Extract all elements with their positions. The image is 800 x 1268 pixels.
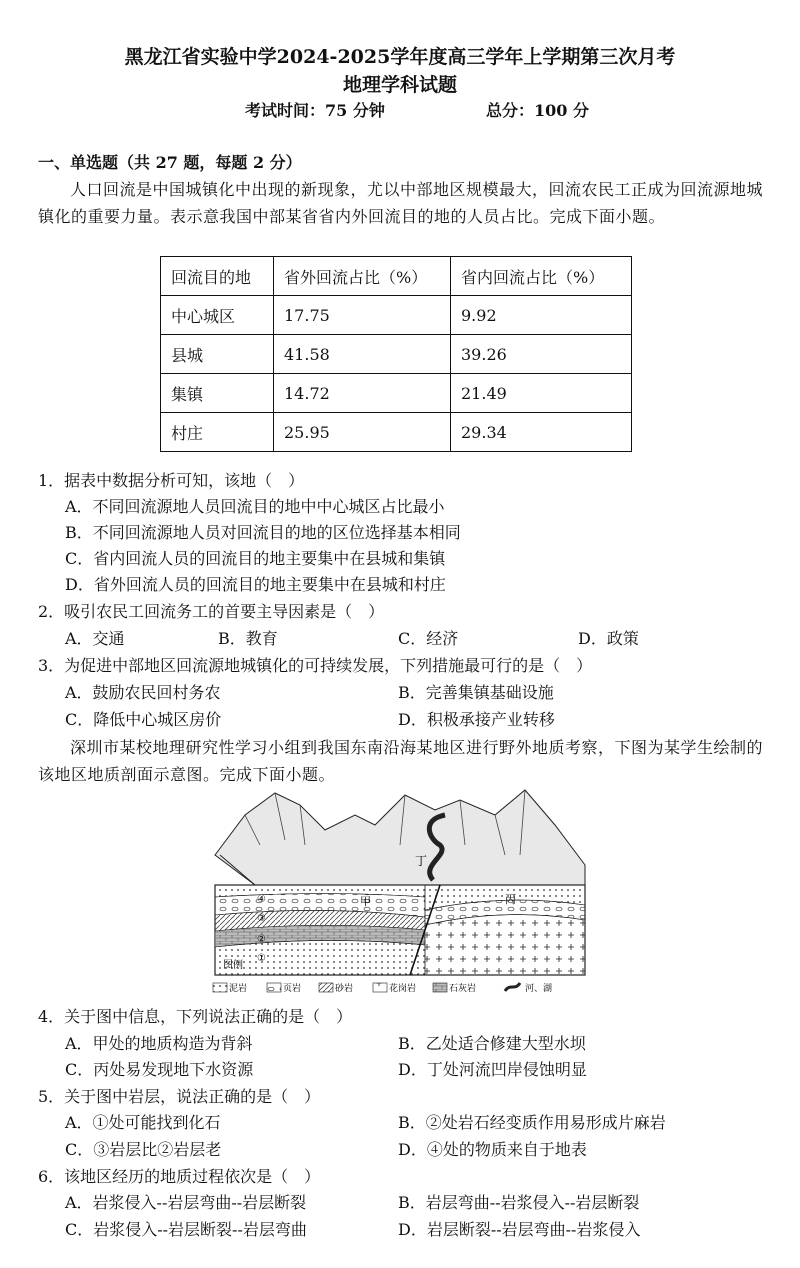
q3-option-a[interactable]: A．鼓励农民回村务农 [65,683,221,702]
table-cell: 29.34 [451,413,632,452]
label-bing: 丙 [505,893,516,906]
q5-option-d[interactable]: D．④处的物质来自于地表 [398,1140,587,1159]
legend-shale: 页岩 [283,984,302,994]
q5-option-c[interactable]: C．③岩层比②岩层老 [65,1140,222,1159]
table-cell: 17.75 [274,296,451,335]
label-layer-1: ① [257,953,266,964]
legend-title: 图例 [223,960,243,971]
table-cell: 9.92 [451,296,632,335]
q5-option-b[interactable]: B．②处岩石经变质作用易形成片麻岩 [398,1113,666,1132]
table-cell: 39.26 [451,335,632,374]
table-cell: 14.72 [274,374,451,413]
label-jia: 甲 [360,895,371,908]
q4-option-b[interactable]: B．乙处适合修建大型水坝 [398,1034,586,1053]
exam-subtitle: 地理学科试题 [342,74,457,96]
legend-sandstone: 砂岩 [335,984,354,994]
legend-limestone: 石灰岩 [449,984,477,994]
q6-option-c[interactable]: C．岩浆侵入--岩层断裂--岩层弯曲 [65,1220,307,1239]
intro-paragraph: 人口回流是中国城镇化中出现的新现象，尤以中部地区规模最大，回流农民工正成为回流源地城镇化的重要力量。表示意我国中部某省省内外回流目的地的人员占比。完成下面小题。 [38,180,764,226]
section-title: 一、单选题（共 27 题，每题 2 分） [38,153,302,172]
q1-option-a[interactable]: A．不同回流源地人员回流目的地中中心城区占比最小 [65,497,445,516]
table-cell: 中心城区 [161,296,274,335]
q2-option-a[interactable]: A．交通 [65,629,125,648]
legend-granite: 花岗岩 [389,984,417,994]
label-layer-3: ③ [257,913,266,924]
exam-time: 考试时间：75 分钟 [245,101,385,120]
table-row [161,374,632,413]
question-6: 6．该地区经历的地质过程依次是（ ） [38,1167,321,1186]
table-row [161,296,632,335]
geology-section-figure [205,785,595,1000]
q3-option-d[interactable]: D．积极承接产业转移 [398,710,555,729]
data-table [160,256,632,452]
q4-option-d[interactable]: D．丁处河流凹岸侵蚀明显 [398,1060,587,1079]
table-header-row [161,257,632,296]
label-layer-2: ② [257,934,266,945]
q3-option-c[interactable]: C．降低中心城区房价 [65,710,222,729]
table-header: 省外回流占比（%） [274,257,451,296]
question-1: 1．据表中数据分析可知，该地（ ） [38,471,305,490]
q2-option-b[interactable]: B．教育 [218,629,278,648]
q5-option-a[interactable]: A．①处可能找到化石 [65,1113,221,1132]
legend-river-lake: 河、湖 [525,984,553,994]
river-icon [505,983,520,991]
table-header: 回流目的地 [161,257,274,296]
question-5: 5．关于图中岩层，说法正确的是（ ） [38,1087,321,1106]
question-4: 4．关于图中信息，下列说法正确的是（ ） [38,1007,353,1026]
q4-option-c[interactable]: C．丙处易发现地下水资源 [65,1060,254,1079]
table-cell: 41.58 [274,335,451,374]
table-cell: 县城 [161,335,274,374]
label-layer-4: ④ [257,894,266,905]
q1-option-c[interactable]: C．省内回流人员的回流目的地主要集中在县城和集镇 [65,549,446,568]
q4-option-a[interactable]: A．甲处的地质构造为背斜 [65,1034,253,1053]
total-score: 总分：100 分 [486,101,589,120]
table-cell: 村庄 [161,413,274,452]
question-3: 3．为促进中部地区回流源地城镇化的可持续发展，下列措施最可行的是（ ） [38,656,593,675]
intro-paragraph-2: 深圳市某校地理研究性学习小组到我国东南沿海某地区进行野外地质考察，下图为某学生绘制的该地区地质剖面示意图。完成下面小题。 [38,738,764,784]
q6-option-a[interactable]: A．岩浆侵入--岩层弯曲--岩层断裂 [65,1193,307,1212]
q1-option-d[interactable]: D．省外回流人员的回流目的地主要集中在县城和村庄 [65,575,446,594]
q6-option-b[interactable]: B．岩层弯曲--岩浆侵入--岩层断裂 [398,1193,640,1212]
table-header: 省内回流占比（%） [451,257,632,296]
table-cell: 集镇 [161,374,274,413]
q2-option-c[interactable]: C．经济 [398,629,459,648]
label-ding: 丁 [415,854,428,868]
table-cell: 21.49 [451,374,632,413]
table-row [161,413,632,452]
q2-option-d[interactable]: D．政策 [578,629,639,648]
exam-title: 黑龙江省实验中学2024-2025学年度高三学年上学期第三次月考 [124,46,676,68]
q3-option-b[interactable]: B．完善集镇基础设施 [398,683,554,702]
q6-option-d[interactable]: D．岩层断裂--岩层弯曲--岩浆侵入 [398,1220,641,1239]
q1-option-b[interactable]: B．不同回流源地人员对回流目的地的区位选择基本相同 [65,523,461,542]
question-2: 2．吸引农民工回流务工的首要主导因素是（ ） [38,602,385,621]
legend-mudstone: 泥岩 [229,984,248,994]
table-row [161,335,632,374]
table-cell: 25.95 [274,413,451,452]
